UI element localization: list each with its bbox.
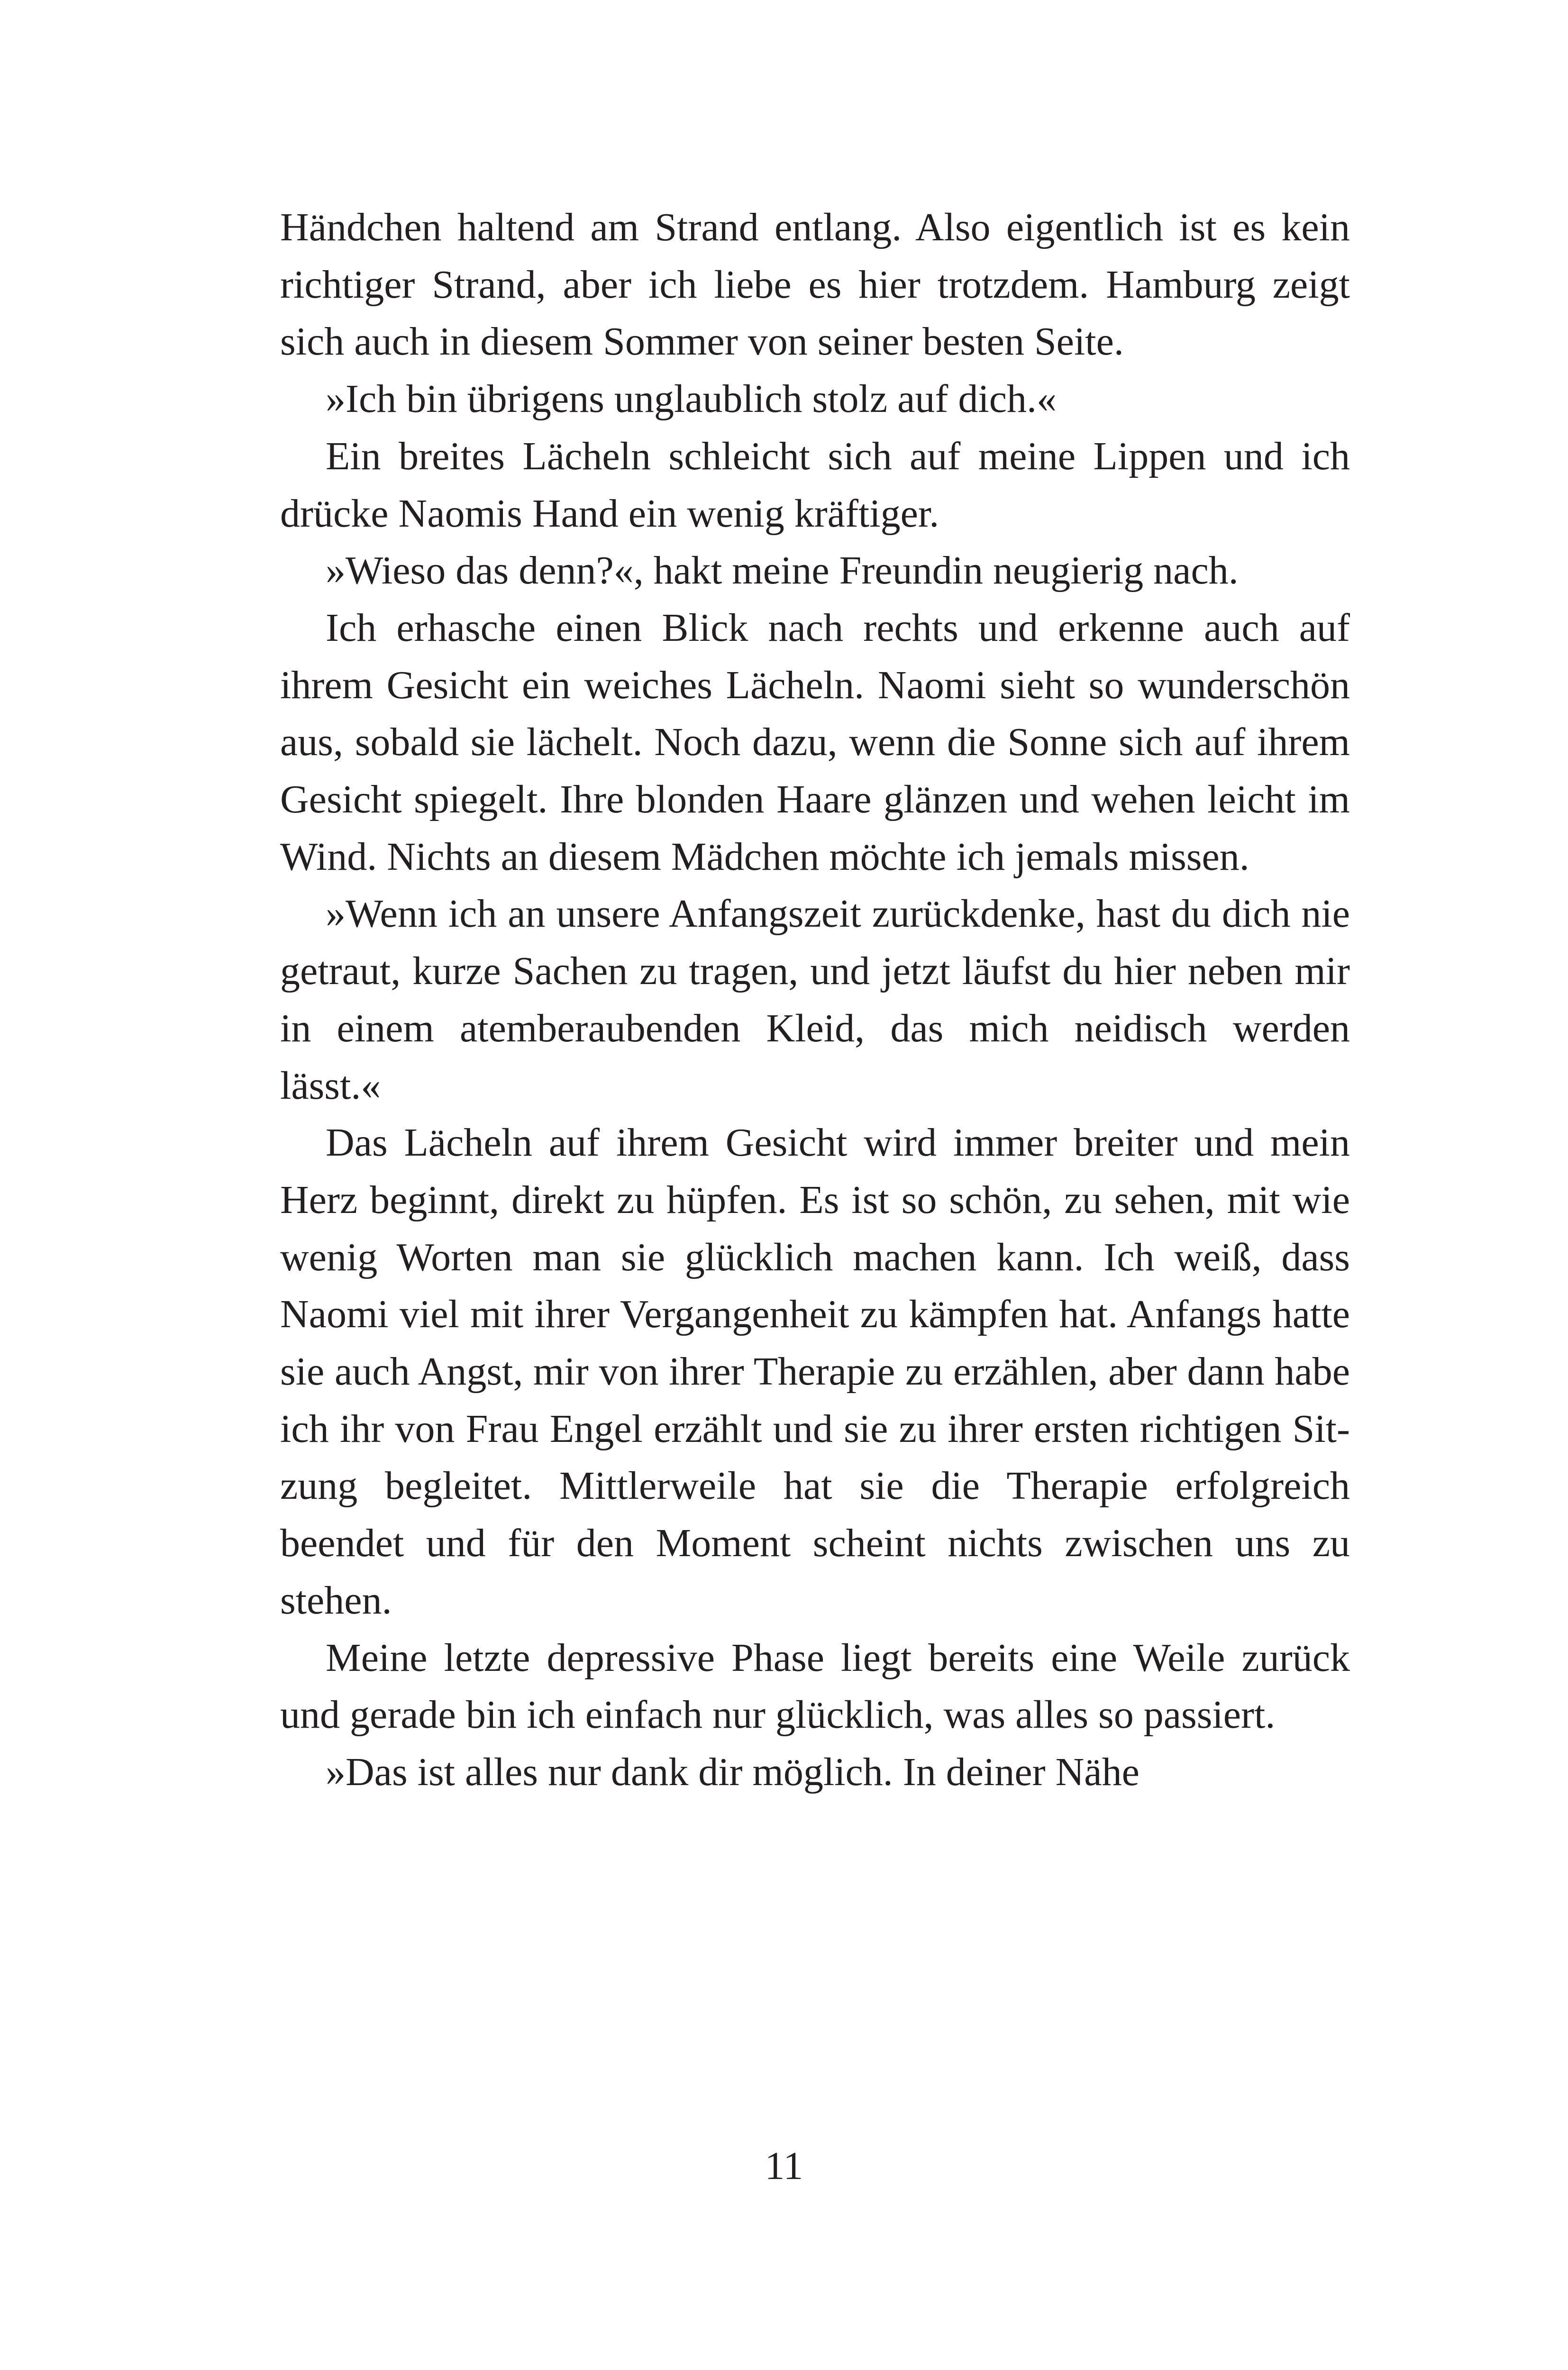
paragraph: Ich erhasche einen Blick nach rechts und erkenne auch auf ihrem Gesicht ein weiches Lächeln. Naomi sieht so wunderschön aus, sobald sie lächelt. Noch dazu, wenn die Sonne sich auf ihrem Gesicht spiegelt. Ihre blonden Haare glänzen und wehen leicht im Wind. Nichts an diesem Mädchen möchte ich jemals missen. bbox=[280, 605, 1350, 879]
body-text bbox=[280, 199, 1350, 1801]
paragraph: Händchen haltend am Strand entlang. Also eigentlich ist es kein richtiger Strand, aber ich liebe es hier trotzdem. Hamburg zeigt sich auch in diesem Sommer von seiner besten Seite. bbox=[280, 205, 1350, 364]
page-number: 11 bbox=[765, 2144, 803, 2188]
paragraph: »Das ist alles nur dank dir möglich. In deiner Nähe bbox=[326, 1750, 1140, 1794]
paragraph: Das Lächeln auf ihrem Gesicht wird immer breiter und mein Herz beginnt, direkt zu hüpfen. Es ist so schön, zu sehen, mit wie wenig Worten man sie glücklich machen kann. Ich weiß, dass Naomi viel mit ihrer Vergangenheit zu kämpfen hat. Anfangs hatte sie auch Angst, mir von ihrer Therapie zu erzählen, aber dann habe ich ihr von Frau Engel erzählt und sie zu ihrer ersten richtigen Sitzung begleitet. Mittlerweile hat sie die Therapie erfolgreich beendet und für den Moment scheint nichts zwischen uns zu stehen. bbox=[280, 1121, 1350, 1623]
paragraph: Ein breites Lächeln schleicht sich auf meine Lippen und ich drücke Naomis Hand ein wenig kräftiger. bbox=[280, 434, 1350, 536]
paragraph: »Ich bin übrigens unglaublich stolz auf dich.« bbox=[326, 377, 1057, 421]
paragraph: »Wieso das denn?«, hakt meine Freundin neugierig nach. bbox=[326, 548, 1239, 593]
paragraph: Meine letzte depressive Phase liegt bereits eine Weile zurück und gerade bin ich einfach nur glücklich, was alles so passiert. bbox=[280, 1635, 1350, 1737]
paragraph: »Wenn ich an unsere Anfangszeit zurückdenke, hast du dich nie getraut, kurze Sachen zu tragen, und jetzt läufst du hier neben mir in einem atemberaubenden Kleid, das mich neidisch werden lässt.« bbox=[280, 892, 1350, 1108]
